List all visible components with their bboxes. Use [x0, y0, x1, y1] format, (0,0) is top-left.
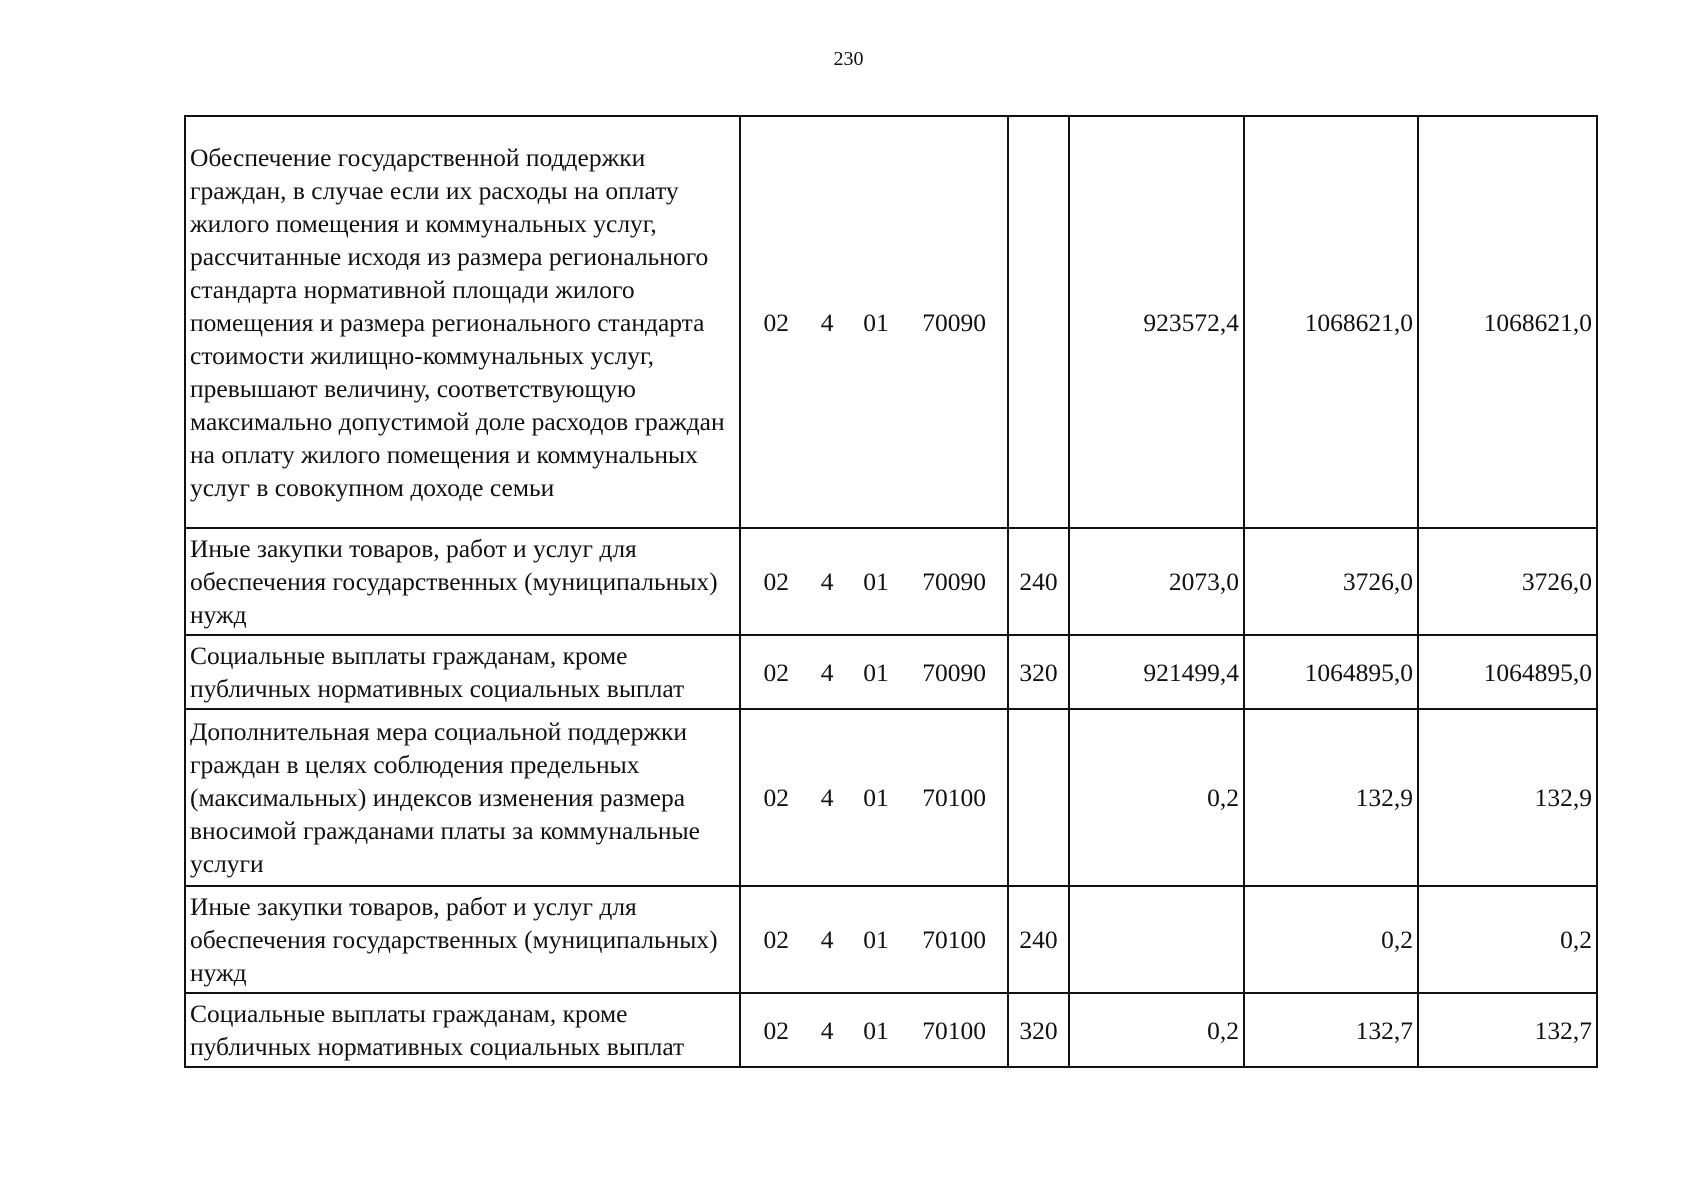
table-row	[185, 709, 1597, 886]
section-code: 02	[763, 1015, 790, 1045]
amount-2: 3726,0	[1244, 528, 1418, 635]
amount-2: 132,7	[1244, 993, 1418, 1067]
program-code: 4	[820, 925, 834, 954]
amount-3: 1064895,0	[1418, 635, 1597, 709]
row-description: Социальные выплаты гражданам, кроме публичных нормативных социальных выплат	[185, 635, 740, 709]
program-code: 4	[820, 657, 834, 687]
expense-type-code: 240	[1008, 886, 1069, 993]
table-row	[185, 635, 1597, 709]
amount-1: 0,2	[1069, 993, 1244, 1067]
expense-type-code	[1008, 709, 1069, 886]
target-code: 70100	[922, 1015, 987, 1045]
section-code: 02	[763, 307, 790, 337]
page-number: 230	[833, 48, 864, 70]
row-codes	[740, 528, 1008, 635]
subprogram-code: 01	[863, 1015, 889, 1045]
amount-1: 2073,0	[1069, 528, 1244, 635]
row-description: Иные закупки товаров, работ и услуг для обеспечения государственных (муниципальных) нужд	[185, 528, 740, 635]
expense-type-code: 240	[1008, 528, 1069, 635]
program-code: 4	[820, 1015, 834, 1045]
amount-1: 923572,4	[1069, 116, 1244, 528]
amount-2: 0,2	[1244, 886, 1418, 993]
section-code: 02	[763, 657, 790, 687]
target-code: 70100	[922, 925, 987, 954]
subprogram-code: 01	[863, 925, 889, 954]
expense-type-code: 320	[1008, 993, 1069, 1067]
section-code: 02	[763, 925, 790, 954]
row-description: Иные закупки товаров, работ и услуг для обеспечения государственных (муниципальных) нужд	[185, 886, 740, 993]
amount-1: 0,2	[1069, 709, 1244, 886]
budget-table	[184, 115, 1598, 1068]
row-codes	[740, 709, 1008, 886]
target-code: 70090	[922, 657, 987, 687]
row-description: Социальные выплаты гражданам, кроме публичных нормативных социальных выплат	[185, 993, 740, 1067]
amount-3: 3726,0	[1418, 528, 1597, 635]
subprogram-code: 01	[863, 567, 889, 596]
row-description: Дополнительная мера социальной поддержки граждан в целях соблюдения предельных (максимальных) индексов изменения размера вносимой гражданами платы за коммунальные услуги	[185, 709, 740, 886]
expense-type-code: 320	[1008, 635, 1069, 709]
subprogram-code: 01	[863, 307, 889, 337]
amount-2: 1064895,0	[1244, 635, 1418, 709]
target-code: 70100	[922, 783, 987, 812]
program-code: 4	[820, 783, 834, 812]
subprogram-code: 01	[863, 783, 889, 812]
target-code: 70090	[922, 307, 987, 337]
amount-3: 132,7	[1418, 993, 1597, 1067]
program-code: 4	[820, 567, 834, 596]
amount-3: 0,2	[1418, 886, 1597, 993]
amount-3: 1068621,0	[1418, 116, 1597, 528]
expense-type-code	[1008, 116, 1069, 528]
row-codes	[740, 993, 1008, 1067]
program-code: 4	[820, 307, 834, 337]
table-row	[185, 116, 1597, 528]
amount-2: 1068621,0	[1244, 116, 1418, 528]
section-code: 02	[763, 783, 790, 812]
target-code: 70090	[922, 567, 987, 596]
row-codes	[740, 116, 1008, 528]
row-codes	[740, 635, 1008, 709]
amount-3: 132,9	[1418, 709, 1597, 886]
table-row	[185, 886, 1597, 993]
row-codes	[740, 886, 1008, 993]
table-row	[185, 528, 1597, 635]
section-code: 02	[763, 567, 790, 596]
subprogram-code: 01	[863, 657, 889, 687]
table-row	[185, 993, 1597, 1067]
amount-1: 921499,4	[1069, 635, 1244, 709]
amount-1	[1069, 886, 1244, 993]
amount-2: 132,9	[1244, 709, 1418, 886]
row-description: Обеспечение государственной поддержки граждан, в случае если их расходы на оплату жилого помещения и коммунальных услуг, рассчитанные исходя из размера регионального стандарта нормативной площади жилого помещения и размера регионального стандарта стоимости жилищно-коммунальных услуг, превышают величину, соответствующую максимально допустимой доле расходов граждан на оплату жилого помещения и коммунальных услуг в совокупном доходе семьи	[185, 116, 740, 528]
